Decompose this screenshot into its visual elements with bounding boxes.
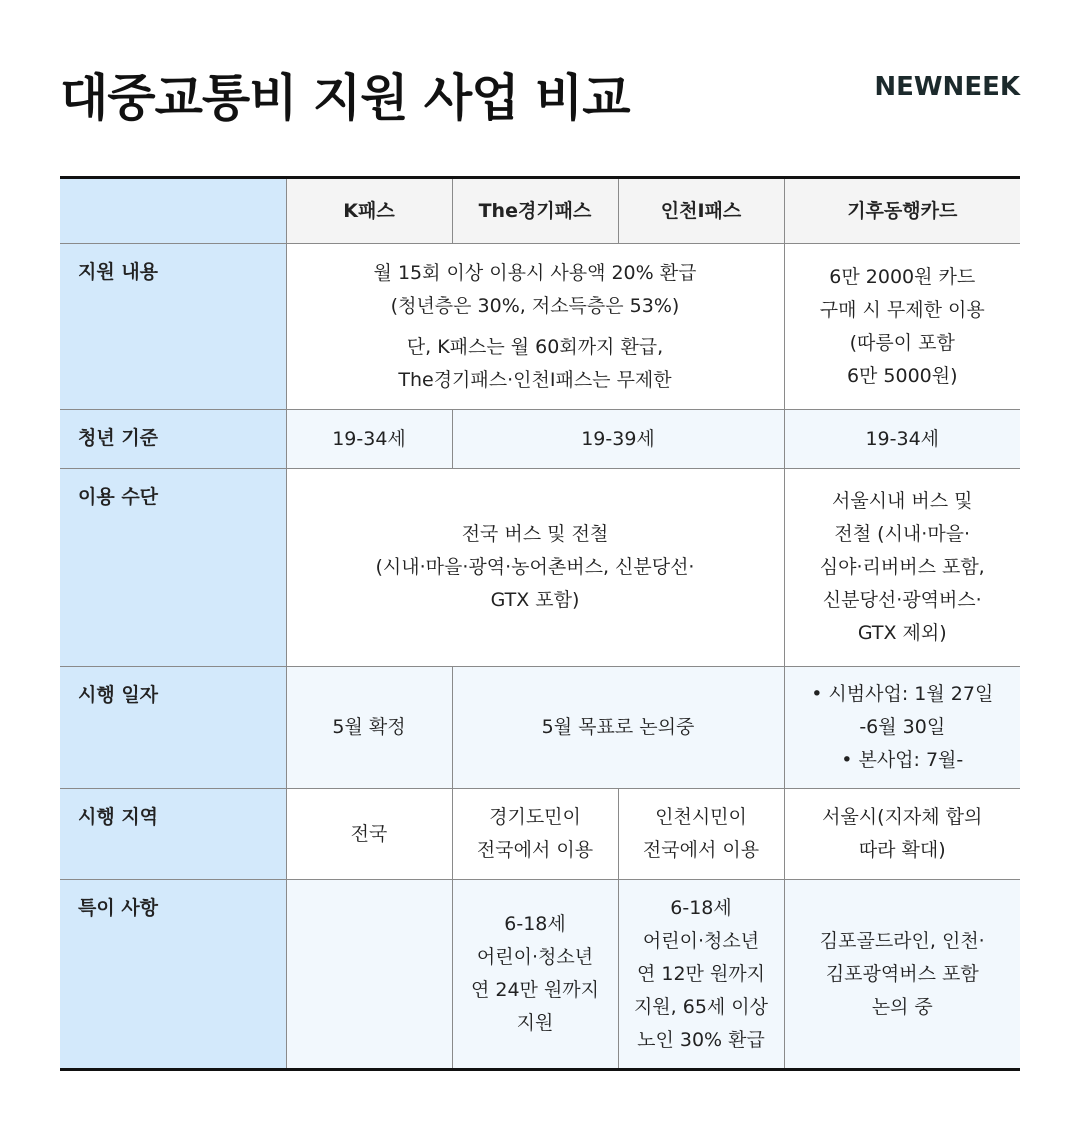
means-climate-line: 서울시내 버스 및 [831,490,973,512]
support-shared-line: The경기패스·인천I패스는 무제한 [398,368,672,391]
cell-support-climate [784,244,1020,410]
row-label-youth: 청년 기준 [60,410,286,469]
region-incheon-line: 인천시민이 [655,806,747,828]
row-youth [60,410,1020,469]
cell-notes-kpass [286,880,452,1070]
means-shared-line: (시내·마을·광역·농어촌버스, 신분당선· [375,556,695,578]
date-climate-line: • 본사업: 7월- [841,749,964,771]
support-shared-line: (청년층은 30%, 저소득층은 53%) [390,294,680,317]
header-corner [60,178,286,244]
row-label-means: 이용 수단 [60,469,286,667]
cell-youth-climate: 19-34세 [784,410,1020,469]
means-shared-line: 전국 버스 및 전철 [461,523,609,545]
notes-incheon-line: 어린이·청소년 [642,929,760,952]
row-means [60,469,1020,667]
cell-support-shared [286,244,784,410]
header-climate-card: 기후동행카드 [784,178,1020,244]
notes-incheon-line: 6-18세 [670,896,732,919]
cell-region-climate [784,789,1020,880]
cell-date-gyeonggi-incheon: 5월 목표로 논의중 [452,667,784,789]
cell-region-kpass: 전국 [286,789,452,880]
row-label-support: 지원 내용 [60,244,286,410]
means-shared-line: GTX 포함) [490,589,580,611]
means-climate-line: 신분당선·광역버스· [822,589,982,611]
region-gyeonggi-line: 전국에서 이용 [476,839,594,861]
date-climate-line: -6월 30일 [859,716,946,738]
row-label-notes: 특이 사항 [60,880,286,1070]
cell-notes-climate [784,880,1020,1070]
region-gyeonggi-line: 경기도민이 [489,806,581,828]
support-climate-line: (따릉이 포함 [849,331,955,354]
cell-youth-gyeonggi-incheon: 19-39세 [452,410,784,469]
notes-gyeonggi-line: 연 24만 원까지 [470,979,600,1001]
header-kpass: K패스 [286,178,452,244]
cell-means-shared [286,469,784,667]
newneek-logo: NEWNEEK [874,72,1020,102]
means-climate-line: GTX 제외) [857,622,947,644]
row-notes [60,880,1020,1070]
notes-climate-line: 논의 중 [871,995,933,1018]
cell-notes-incheon [618,880,784,1070]
region-climate-line: 따라 확대) [858,839,946,861]
support-shared-line: 월 15회 이상 이용시 사용액 20% 환급 [373,261,697,284]
header-incheon-pass: 인천I패스 [618,178,784,244]
page-title: 대중교통비 지원 사업 비교 [60,69,630,127]
region-climate-line: 서울시(지자체 합의 [822,806,983,828]
row-date [60,667,1020,789]
cell-means-climate [784,469,1020,667]
support-climate-line: 6만 5000원) [846,364,958,387]
row-label-region: 시행 지역 [60,789,286,880]
cell-region-incheon [618,789,784,880]
date-climate-line: • 시범사업: 1월 27일 [811,683,994,705]
comparison-table [60,176,1020,1071]
row-label-date: 시행 일자 [60,667,286,789]
notes-incheon-line: 연 12만 원까지 [636,962,766,985]
notes-gyeonggi-line: 6-18세 [504,913,566,935]
notes-climate-line: 김포골드라인, 인천· [819,929,985,952]
support-climate-line: 구매 시 무제한 이용 [819,298,985,321]
notes-gyeonggi-line: 어린이·청소년 [476,946,594,968]
row-support [60,244,1020,410]
means-climate-line: 전철 (시내·마을· [834,523,971,545]
cell-youth-kpass: 19-34세 [286,410,452,469]
cell-region-gyeonggi [452,789,618,880]
notes-gyeonggi-line: 지원 [516,1012,554,1034]
header-row [60,178,1020,244]
row-region [60,789,1020,880]
cell-notes-gyeonggi [452,880,618,1070]
support-climate-line: 6만 2000원 카드 [829,265,976,288]
support-shared-line: 단, K패스는 월 60회까지 환급, [406,335,664,358]
means-climate-line: 심야·리버버스 포함, [819,556,985,578]
notes-incheon-line: 노인 30% 환급 [637,1028,765,1051]
notes-incheon-line: 지원, 65세 이상 [633,995,769,1018]
cell-date-climate [784,667,1020,789]
region-incheon-line: 전국에서 이용 [642,839,760,861]
cell-date-kpass: 5월 확정 [286,667,452,789]
header-gyeonggi-pass: The경기패스 [452,178,618,244]
notes-climate-line: 김포광역버스 포함 [825,962,979,985]
